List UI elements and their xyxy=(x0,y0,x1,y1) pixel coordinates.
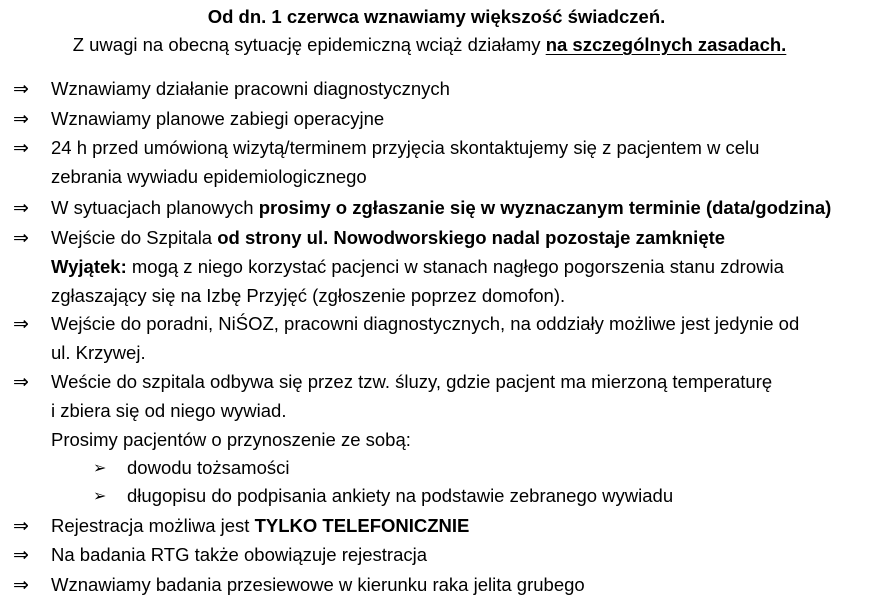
list-item-kontakt-line1: 24 h przed umówioną wizytą/terminem przyjęcia skontaktujemy się z pacjentem w celu xyxy=(51,137,760,158)
list-item-zabiegi: Wznawiamy planowe zabiegi operacyjne xyxy=(51,108,385,129)
wyjatek-label: Wyjątek: xyxy=(51,256,127,277)
document-title: Od dn. 1 czerwca wznawiamy większość świadczeń. xyxy=(207,6,666,27)
arrow-bullet-icon: ⇒ xyxy=(13,197,29,219)
list-item-kontakt-line2: zebrania wywiadu epidemiologicznego xyxy=(51,166,367,187)
wejscie-text: Wejście do Szpitala xyxy=(51,227,218,248)
list-item-pracownie: Wznawiamy działanie pracowni diagnostycznych xyxy=(51,78,450,99)
arrow-bullet-icon: ⇒ xyxy=(13,137,29,159)
arrow-bullet-icon: ⇒ xyxy=(13,574,29,596)
list-item-sluzy-line2: i zbiera się od niego wywiad. xyxy=(51,400,287,421)
arrow-bullet-icon: ⇒ xyxy=(13,371,29,393)
arrow-bullet-icon: ⇒ xyxy=(13,108,29,130)
wyjatek-text: mogą z niego korzystać pacjenci w stanach nagłego pogorszenia stanu zdrowia xyxy=(126,256,784,277)
list-item-wyjatek xyxy=(51,255,784,279)
sub-bullet-icon: ➢ xyxy=(93,458,107,477)
planowe-bold: prosimy o zgłaszanie się w wyznaczanym terminie (data/godzina) xyxy=(258,197,832,218)
wejscie-bold: od strony ul. Nowodworskiego nadal pozostaje zamknięte xyxy=(217,227,726,248)
list-item-sluzy-line3: Prosimy pacjentów o przynoszenie ze sobą: xyxy=(51,429,411,450)
sub-item-dlugopis: długopisu do podpisania ankiety na podstawie zebranego wywiadu xyxy=(127,485,674,506)
list-item-rtg: Na badania RTG także obowiązuje rejestracja xyxy=(51,544,428,565)
planowe-text: W sytuacjach planowych xyxy=(51,197,259,218)
list-item-sluzy-line1: Weście do szpitala odbywa się przez tzw. śluzy, gdzie pacjent ma mierzoną temperaturę xyxy=(51,371,773,392)
subtitle-emphasis: na szczególnych zasadach. xyxy=(545,34,787,55)
sub-item-dowod: dowodu tożsamości xyxy=(127,457,290,478)
list-item-poradnie-line2: ul. Krzywej. xyxy=(51,342,146,363)
list-item-wyjatek-line3: zgłaszający się na Izbę Przyjęć (zgłoszenie poprzez domofon). xyxy=(51,285,566,306)
arrow-bullet-icon: ⇒ xyxy=(13,544,29,566)
rejestracja-bold: TYLKO TELEFONICZNIE xyxy=(254,515,470,536)
subtitle-text: Z uwagi na obecną sytuację epidemiczną wciąż działamy xyxy=(72,34,546,55)
list-item-planowe xyxy=(51,196,831,220)
sub-bullet-icon: ➢ xyxy=(93,486,107,505)
arrow-bullet-icon: ⇒ xyxy=(13,227,29,249)
arrow-bullet-icon: ⇒ xyxy=(13,78,29,100)
list-item-poradnie-line1: Wejście do poradni, NiŚOZ, pracowni diagnostycznych, na oddziały możliwe jest jedynie od xyxy=(51,313,800,334)
list-item-przesiewowe: Wznawiamy badania przesiewowe w kierunku raka jelita grubego xyxy=(51,574,585,595)
list-item-rejestracja xyxy=(51,514,469,538)
arrow-bullet-icon: ⇒ xyxy=(13,515,29,537)
arrow-bullet-icon: ⇒ xyxy=(13,313,29,335)
rejestracja-text: Rejestracja możliwa jest xyxy=(51,515,255,536)
document-subtitle xyxy=(0,33,866,57)
list-item-wejscie-szpital xyxy=(51,226,725,250)
